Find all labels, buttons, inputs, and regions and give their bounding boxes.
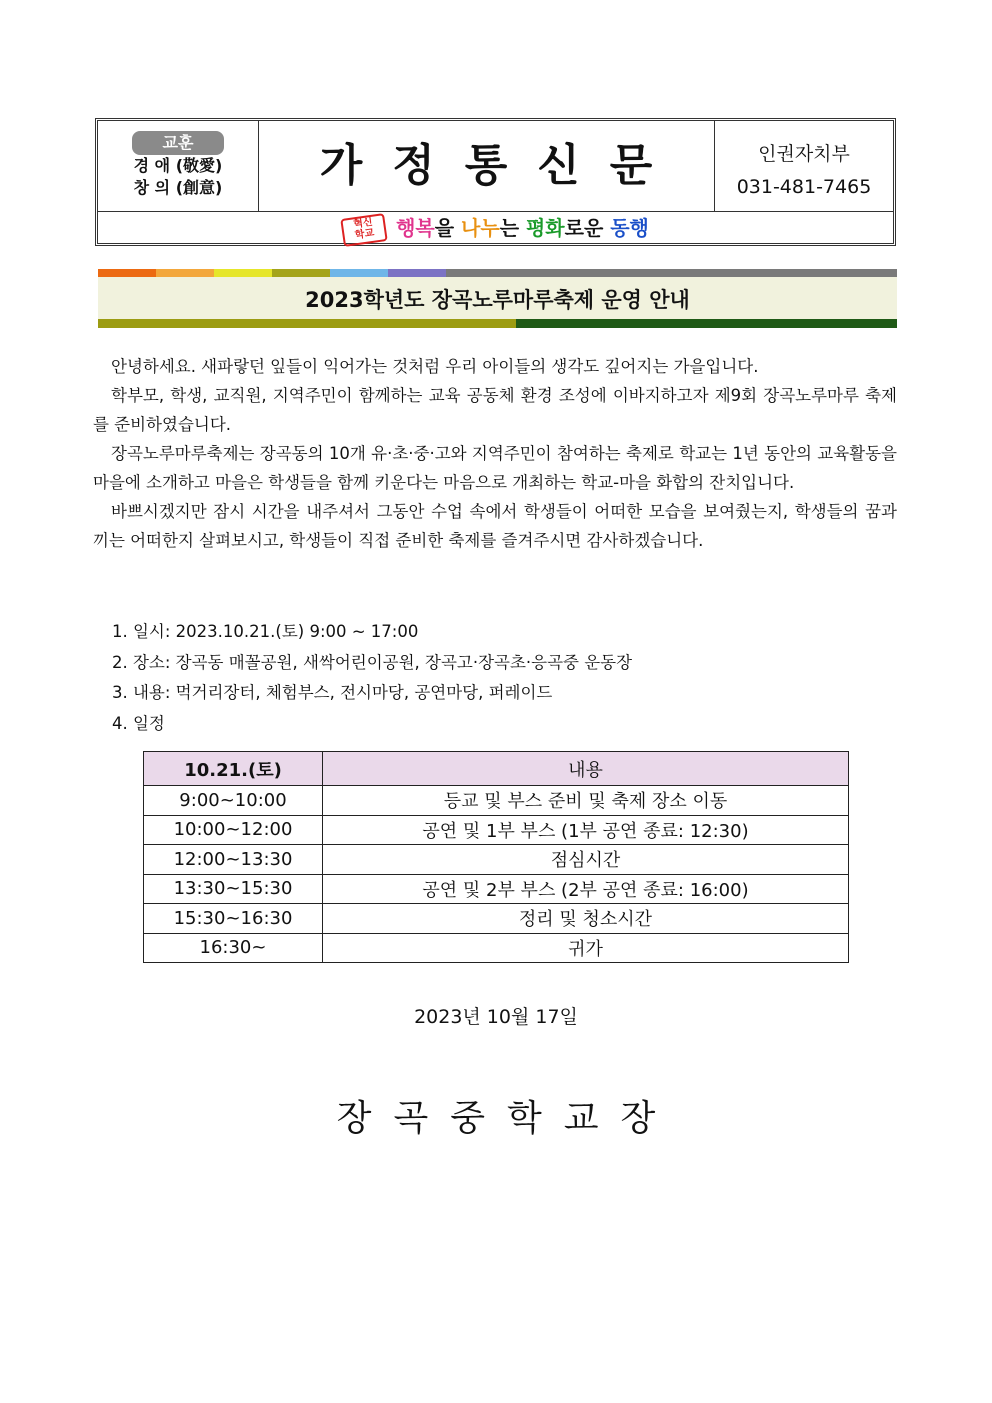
motto-line-1: 경 애 (敬愛) bbox=[133, 156, 223, 175]
slogan-part: 는 bbox=[499, 216, 526, 240]
paragraph: 안녕하세요. 새파랗던 잎들이 익어가는 것처럼 우리 아이들의 생각도 깊어지는 가을입니다. bbox=[111, 357, 759, 376]
list-item: 1. 일시: 2023.10.21.(토) 9:00 ~ 17:00 bbox=[112, 622, 419, 641]
rainbow-divider bbox=[98, 269, 897, 277]
letterhead-top-row bbox=[98, 121, 893, 212]
time-cell: 13:30~15:30 bbox=[144, 874, 323, 904]
stamp-text-bottom: 학교 bbox=[354, 227, 376, 241]
time-cell: 9:00~10:00 bbox=[144, 786, 323, 816]
stamp-text-top: 혁신 bbox=[352, 216, 374, 230]
content-cell: 귀가 bbox=[323, 933, 849, 963]
school-motto bbox=[98, 121, 259, 211]
table-row bbox=[144, 815, 849, 845]
table-row bbox=[144, 933, 849, 963]
content-cell: 공연 및 2부 부스 (2부 공연 종료: 16:00) bbox=[323, 874, 849, 904]
time-cell: 15:30~16:30 bbox=[144, 904, 323, 934]
slogan-part: 평화 bbox=[525, 216, 565, 240]
list-item: 3. 내용: 먹거리장터, 체험부스, 전시마당, 공연마당, 퍼레이드 bbox=[112, 683, 553, 702]
issue-date: 2023년 10월 17일 bbox=[414, 1006, 578, 1028]
list-item: 4. 일정 bbox=[112, 713, 165, 733]
slogan-part: 을 bbox=[434, 216, 462, 240]
slogan-part: 나누 bbox=[461, 216, 500, 240]
list-item: 2. 장소: 장곡동 매꼴공원, 새싹어린이공원, 장곡고·장곡초·응곡중 운동장 bbox=[112, 652, 633, 672]
banner-bottom-bar bbox=[98, 319, 897, 328]
content-cell: 정리 및 청소시간 bbox=[323, 904, 849, 934]
letter-body bbox=[93, 352, 897, 555]
column-header-date: 10.21.(토) bbox=[144, 752, 323, 786]
paragraph: 학부모, 학생, 교직원, 지역주민이 함께하는 교육 공동체 환경 조성에 이바지하고자 제9회 장곡노루마루 축제를 준비하였습니다. bbox=[93, 386, 897, 434]
content-cell: 공연 및 1부 부스 (1부 공연 종료: 12:30) bbox=[323, 815, 849, 845]
table-header-row bbox=[144, 752, 849, 786]
time-cell: 12:00~13:30 bbox=[144, 845, 323, 875]
schedule-table bbox=[143, 751, 849, 963]
content-cell: 점심시간 bbox=[323, 845, 849, 875]
event-details-list bbox=[112, 617, 632, 739]
department-info bbox=[714, 121, 893, 211]
letterhead bbox=[95, 118, 896, 246]
newsletter-title: 가정통신문 bbox=[319, 140, 683, 191]
time-cell: 16:30~ bbox=[144, 933, 323, 963]
slogan-part: 동행 bbox=[610, 216, 649, 240]
innovation-school-stamp-icon bbox=[340, 213, 387, 247]
column-header-content: 내용 bbox=[323, 752, 849, 786]
school-slogan bbox=[98, 211, 893, 243]
slogan-part: 로운 bbox=[564, 216, 611, 240]
department-name: 인권자치부 bbox=[758, 143, 850, 165]
table-row bbox=[144, 845, 849, 875]
table-row bbox=[144, 786, 849, 816]
table-row bbox=[144, 874, 849, 904]
paragraph: 바쁘시겠지만 잠시 시간을 내주셔서 그동안 수업 속에서 학생들이 어떠한 모습을 보여줬는지, 학생들의 꿈과 끼는 어떠한지 살펴보시고, 학생들이 직접 준비한 축제를 즐겨주시면 감사하겠습니다. bbox=[93, 502, 897, 550]
table-row bbox=[144, 904, 849, 934]
content-cell: 등교 및 부스 준비 및 축제 장소 이동 bbox=[323, 786, 849, 816]
motto-badge: 교훈 bbox=[132, 131, 224, 155]
department-phone: 031-481-7465 bbox=[736, 176, 872, 198]
motto-line-2: 창 의 (創意) bbox=[133, 178, 223, 197]
time-cell: 10:00~12:00 bbox=[144, 815, 323, 845]
principal-signature: 장곡중학교장 bbox=[336, 1098, 678, 1139]
slogan-part: 행복 bbox=[396, 216, 435, 240]
notice-title: 2023학년도 장곡노루마루축제 운영 안내 bbox=[98, 277, 897, 319]
paragraph: 장곡노루마루축제는 장곡동의 10개 유·초·중·고와 지역주민이 참여하는 축제로 학교는 1년 동안의 교육활동을 마을에 소개하고 마을은 학생들을 함께 키운다는 마음으로 개최하는 학교-마을 화합의 잔치입니다. bbox=[93, 444, 897, 492]
